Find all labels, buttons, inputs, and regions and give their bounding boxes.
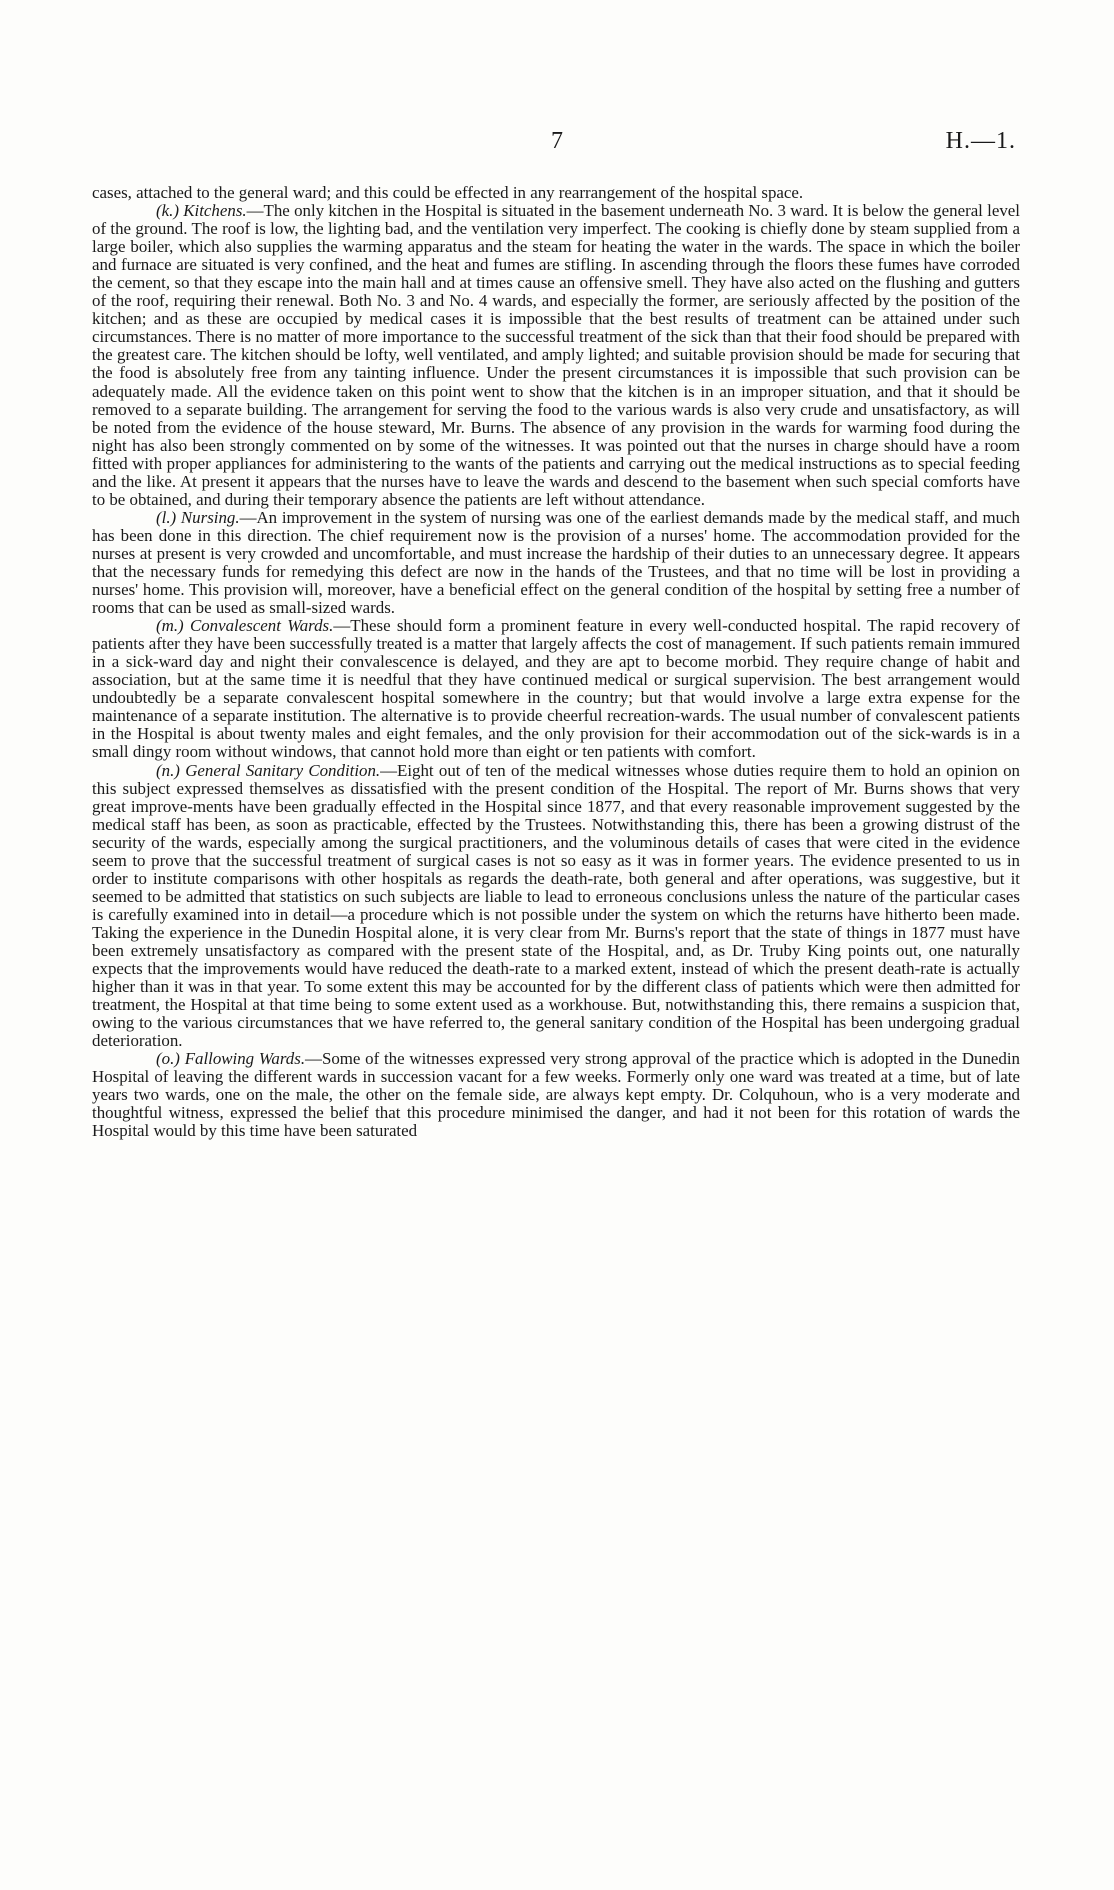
paragraph-text: cases, attached to the general ward; and this could be effected in any rearrangement of the hospital space. xyxy=(92,183,804,202)
paragraph-text: —An improvement in the system of nursing was one of the earliest demands made by the medical staff, and much has been done in this direction. The chief requirement now is the provision of a nurses' home. The accommodation provided for the nurses at present is very crowded and uncomfortable, and must increase the hardship of their duties to an unnecessary degree. It appears that the necessary funds for remedying this defect are now in the hands of the Trustees, and that no time will be lost in providing a nurses' home. This provision will, moreover, have a beneficial effect on the general condition of the hospital by setting free a number of rooms that can be used as small-sized wards. xyxy=(92,507,1020,618)
paragraph-heading: Convalescent Wards. xyxy=(189,616,334,636)
paragraph-marker: (l.) xyxy=(156,507,177,527)
paragraph-nursing xyxy=(92,509,1020,617)
paragraph-continuation xyxy=(92,184,1020,202)
body-text xyxy=(92,184,1020,1140)
paragraph-heading: General Sanitary Condition. xyxy=(185,760,381,780)
paragraph-text: —Some of the witnesses expressed very strong approval of the practice which is adopted in the Dunedin Hospital of leaving the different wards in succession vacant for a few weeks. Formerly only one ward was treated at a time, but of late years two wards, one on the male, the other on the female side, are always kept empty. Dr. Colquhoun, who is a very moderate and thoughtful witness, expressed the belief that this procedure minimised the danger, and had it not been for this rotation of wards the Hospital would by this time have been saturated xyxy=(92,1049,1020,1141)
document-code: H.—1. xyxy=(945,128,1016,154)
paragraph-convalescent-wards xyxy=(92,617,1020,761)
page-number: 7 xyxy=(551,128,563,154)
paragraph-marker: (o.) xyxy=(156,1049,180,1069)
paragraph-heading: Nursing. xyxy=(180,507,240,527)
paragraph-marker: (n.) xyxy=(156,760,180,780)
paragraph-general-sanitary-condition xyxy=(92,762,1020,1051)
paragraph-heading: Kitchens. xyxy=(183,201,247,221)
paragraph-fallowing-wards xyxy=(92,1050,1020,1140)
paragraph-marker: (k.) xyxy=(156,201,179,221)
paragraph-text: —These should form a prominent feature in every well-conducted hospital. The rapid recovery of patients after they have been successfully treated is a matter that largely affects the cost of management. If such patients remain immured in a sick-ward day and night their convalescence is delayed, and they are apt to become morbid. They require change of habit and association, but at the same time it is needful that they have continued medical or surgical supervision. The best arrangement would undoubtedly be a separate convalescent hospital somewhere in the country; but that would involve a large extra expense for the maintenance of a separate institution. The alternative is to provide cheerful recreation-wards. The usual number of convalescent patients in the Hospital is about twenty males and eight females, and the only provision for their accommodation out of the sick-wards is in a small dingy room without windows, that cannot hold more than eight or ten patients with comfort. xyxy=(92,616,1020,762)
paragraph-heading: Fallowing Wards. xyxy=(184,1049,306,1069)
page-header xyxy=(92,128,1022,162)
paragraph-marker: (m.) xyxy=(156,616,184,636)
paragraph-text: —The only kitchen in the Hospital is situated in the basement underneath No. 3 ward. It is below the general level of the ground. The roof is low, the lighting bad, and the ventilation very imperfect. The cooking is chiefly done by steam supplied from a large boiler, which also supplies the warming apparatus and the steam for heating the water in the wards. The space in which the boiler and furnace are situated is very confined, and the heat and fumes are stifling. In ascending through the floors these fumes have corroded the cement, so that they escape into the main hall and at times cause an offensive smell. They have also acted on the flushing and gutters of the roof, requiring their renewal. Both No. 3 and No. 4 wards, and especially the former, are seriously affected by the position of the kitchen; and as these are occupied by medical cases it is impossible that the best results of treatment can be attained under such circumstances. There is no matter of more importance to the successful treatment of the sick than that their food should be prepared with the greatest care. The kitchen should be lofty, well ventilated, and amply lighted; and suitable provision should be made for securing that the food is absolutely free from any tainting influence. Under the present circumstances it is impossible that such provision can be adequately made. All the evidence taken on this point went to show that the kitchen is in an improper situation, and that it should be removed to a separate building. The arrangement for serving the food to the various wards is also very crude and unsatisfactory, as will be noted from the evidence of the house steward, Mr. Burns. The absence of any provision in the wards for warming food during the night has also been strongly commented on by some of the witnesses. It was pointed out that the nurses in charge should have a room fitted with proper appliances for administering to the wants of the patients and carrying out the medical instructions as to special feeding and the like. At present it appears that the nurses have to leave the wards and descend to the basement when such special comforts have to be obtained, and during their temporary absence the patients are left without attendance. xyxy=(92,201,1020,509)
paragraph-kitchens xyxy=(92,202,1020,509)
paragraph-text: —Eight out of ten of the medical witnesses whose duties require them to hold an opinion on this subject expressed themselves as dissatisfied with the present condition of the Hospital. The report of Mr. Burns shows that very great improve-ments have been gradually effected in the Hospital since 1877, and that every reasonable improvement suggested by the medical staff has been, as soon as practicable, effected by the Trustees. Notwithstanding this, there has been a growing distrust of the security of the wards, especially among the surgical practitioners, and the voluminous details of cases that were cited in the evidence seem to prove that the successful treatment of surgical cases is not so easy as it was in former years. The evidence presented to us in order to institute comparisons with other hospitals as regards the death-rate, both general and after operations, was suggestive, but it seemed to be admitted that statistics on such subjects are liable to lead to erroneous conclusions unless the nature of the particular cases is carefully examined into in detail—a procedure which is not possible under the system on which the returns have hitherto been made. Taking the experience in the Dunedin Hospital alone, it is very clear from Mr. Burns's report that the state of things in 1877 must have been extremely unsatisfactory as compared with the present state of the Hospital, and, as Dr. Truby King points out, one naturally expects that the improvements would have reduced the death-rate to a marked extent, instead of which the present death-rate is actually higher than it was in that year. To some extent this may be accounted for by the different class of patients which were then admitted for treatment, the Hospital at that time being to some extent used as a workhouse. But, notwithstanding this, there remains a suspicion that, owing to the various circumstances that we have referred to, the general sanitary condition of the Hospital has been undergoing gradual deterioration. xyxy=(92,760,1020,1051)
